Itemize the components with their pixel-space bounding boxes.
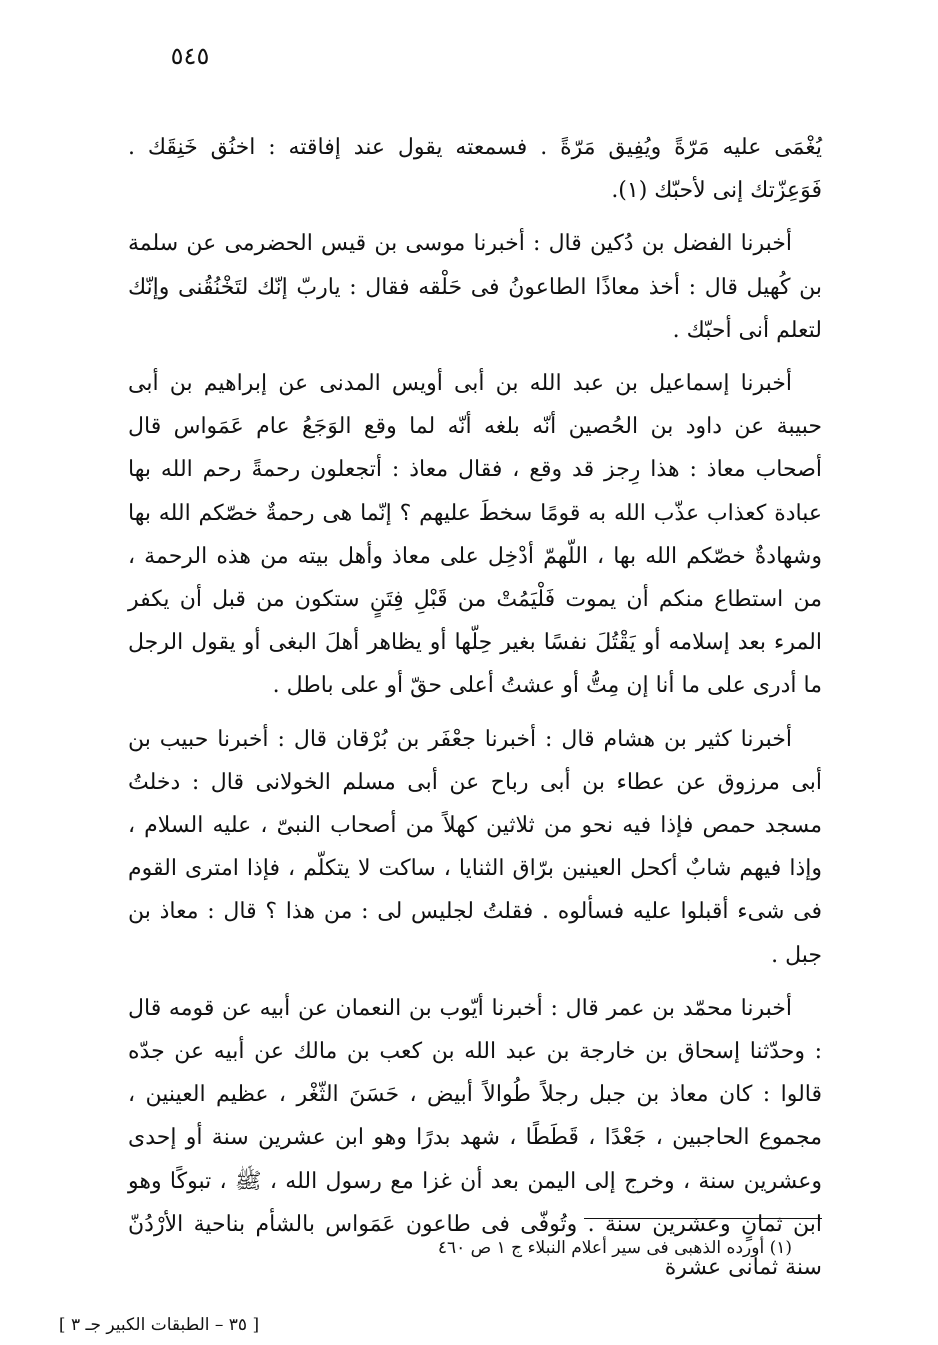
paragraph-continuation: يُغْمَى عليه مَرّةً ويُفِيق مَرّةً . فسمعته يقول عند إفاقته : اخنُق خَنِقَك . فَوَعِزّتك إنى لأحبّك (١). (128, 135, 822, 204)
running-footer: [ ٣٥ – الطبقات الكبير جـ ٣ ] (58, 1315, 260, 1335)
footnote-separator (584, 1218, 822, 1219)
footnote: (١) أورده الذهبى فى سير أعلام النبلاء ج ١ ص ٤٦٠ (437, 1238, 792, 1258)
paragraph-ismail-ibn-abdallah: أخبرنا إسماعيل بن عبد الله بن أبى أويس المدنى عن إبراهيم بن أبى حبيبة عن داود بن الحُصين أنّه بلغه أنّه لما وقع الوَجَعُ عام عَمَواس قال أصحاب معاذ : هذا رِجز قد وقع ، فقال معاذ : أتجعلون رحمةً رحم الله بها عبادة كعذاب عذّب الله به قومًا سخطَ عليهم ؟ إنّما هى رحمةٌ خصّكم الله بها وشهادةٌ خصّكم الله بها ، اللّهمّ أدْخِل على معاذ وأهل بيته من هذه الرحمة ، من استطاع منكم أن يموت فَلْيَمُتْ من قَبْلِ فِتَنٍ ستكون من قبل أن يكفر المرء بعد إسلامه أو يَقْتُلَ نفسًا بغير حِلّها أو يظاهر أهلَ البغى أو يقول الرجل ما أدرى على ما أنا إن مِتُّ أو عشتُ أعلى حقّ أو على باطل . (128, 371, 822, 699)
paragraph-fadl-ibn-dukayn: أخبرنا الفضل بن دُكين قال : أخبرنا موسى بن قيس الحضرمى عن سلمة بن كُهيل قال : أخذ معاذًا الطاعونُ فى حَلْقه فقال : ياربّ إنّك لتَخْنُقُنى وإنّك لتعلم أنى أحبّك . (128, 231, 822, 343)
page-number: ٥٤٥ (170, 42, 210, 70)
body-text (128, 126, 822, 1299)
paragraph-muhammad-ibn-umar: أخبرنا محمّد بن عمر قال : أخبرنا أيّوب بن النعمان عن أبيه عن قومه قال : وحدّثنا إسحاق بن خارجة بن عبد الله بن كعب بن مالك عن أبيه عن جدّه قالوا : كان معاذ بن جبل رجلاً طُوالاً أبيض ، حَسَنَ الثّغْر ، عظيم العينين ، مجموع الحاجبين ، جَعْدًا ، قَطَطًا ، شهد بدرًا وهو ابن عشرين سنة أو إحدى وعشرين سنة ، وخرج إلى اليمن بعد أن غزا مع رسول الله ، ﷺ ، تبوكًا وهو ابن ثمانٍ وعشرين سنة . وتُوفّى فى طاعون عَمَواس بالشأم بناحية الأرْدُنّ سنة ثمانى عشرة (128, 995, 822, 1281)
paragraph-kathir-ibn-hisham: أخبرنا كثير بن هشام قال : أخبرنا جعْفَر بن بُرْقان قال : أخبرنا حبيب بن أبى مرزوق عن عطاء بن أبى رباح عن أبى مسلم الخولانى قال : دخلتُ مسجد حمص فإذا فيه نحو من ثلاثين كهلاً من أصحاب النبىّ ، عليه السلام ، وإذا فيهم شابٌ أكحل العينين برّاق الثنايا ، ساكت لا يتكلّم ، فإذا امترى القوم فى شىء أقبلوا عليه فسألوه . فقلتُ لجليس لى : من هذا ؟ قال : معاذ بن جبل . (128, 726, 822, 968)
